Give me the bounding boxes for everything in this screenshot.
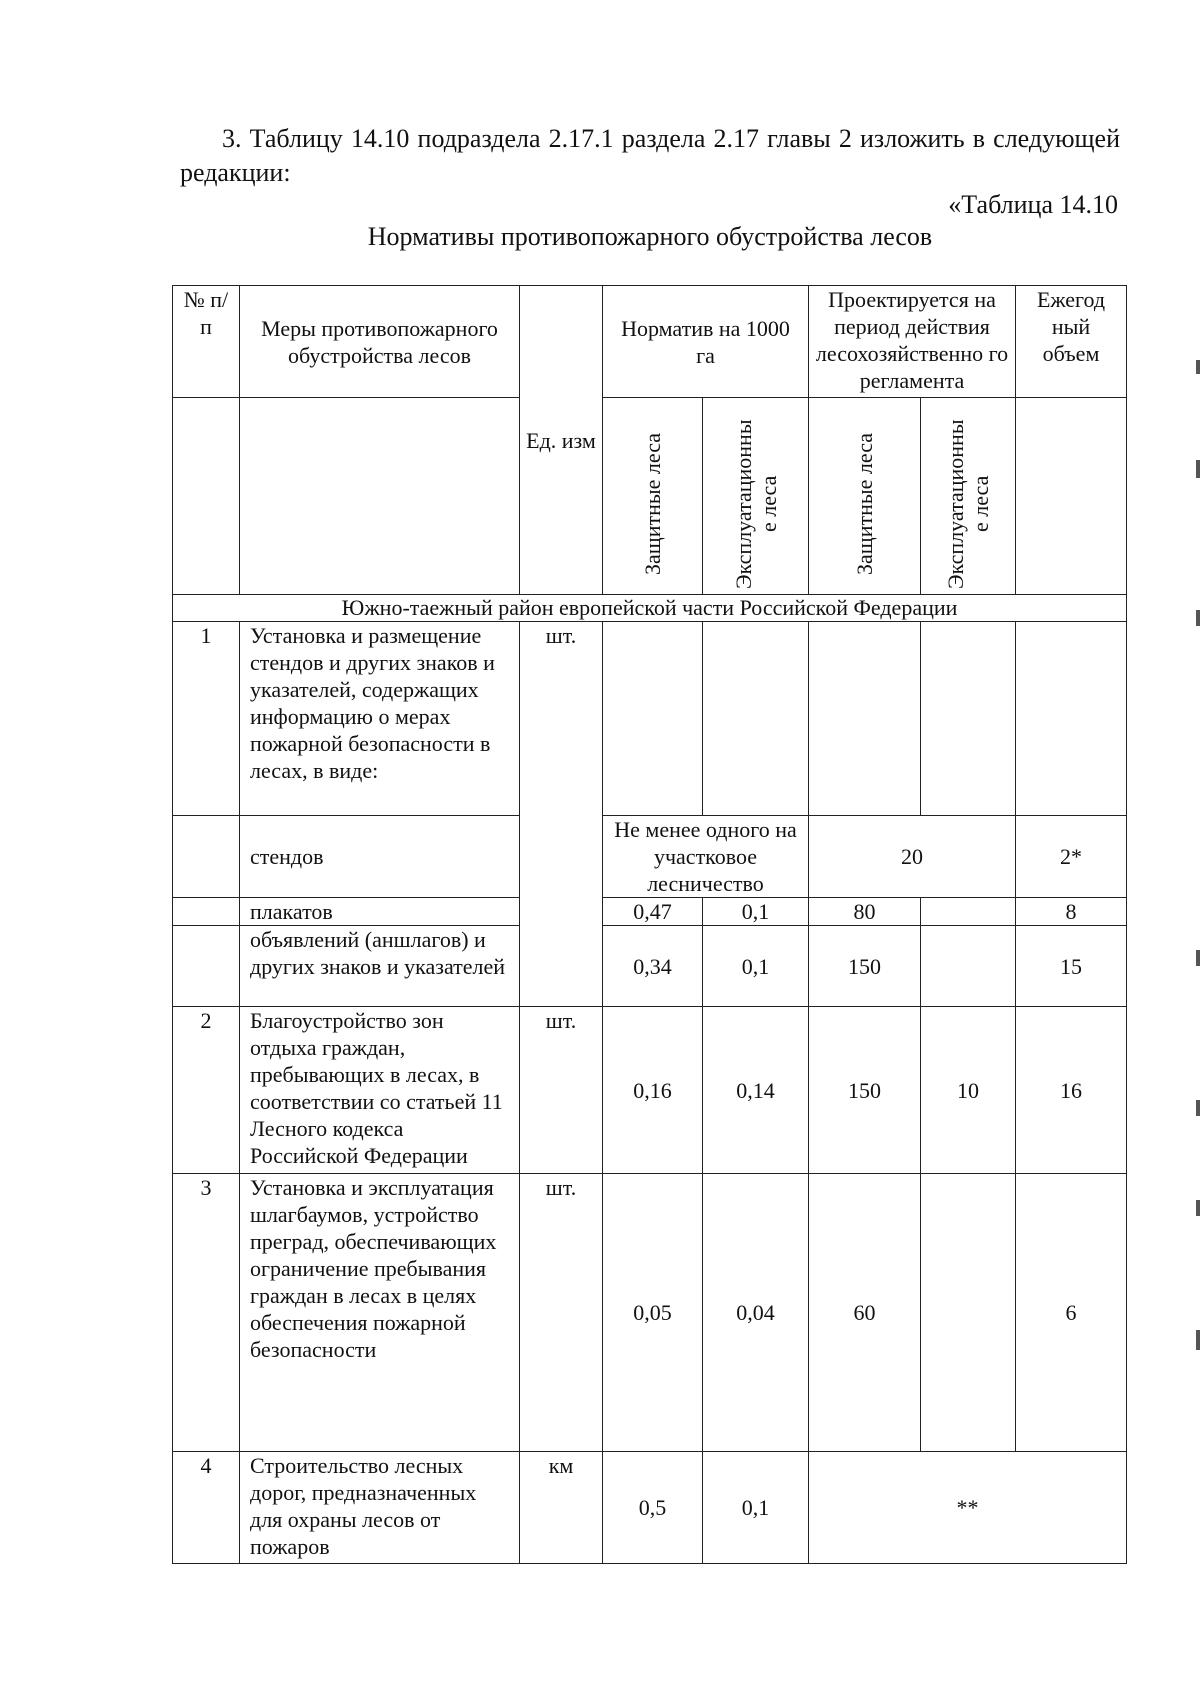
row-subtitle: стендов bbox=[240, 816, 520, 898]
table-row bbox=[173, 898, 1127, 926]
cell-norm-protective: 0,34 bbox=[603, 926, 703, 1007]
table-row bbox=[173, 1174, 1127, 1452]
scan-mark bbox=[1196, 1100, 1200, 1116]
row-num: 4 bbox=[173, 1452, 240, 1564]
table-number: «Таблица 14.10 bbox=[948, 190, 1118, 219]
row-unit: шт. bbox=[520, 1174, 603, 1452]
intro-text: 3. Таблицу 14.10 подраздела 2.17.1 раздела 2.17 главы 2 изложить в следующей редакции: bbox=[180, 124, 1120, 187]
header-norm-protective: Защитные леса bbox=[603, 398, 703, 595]
row-title: Строительство лесных дорог, предназначенных для охраны лесов от пожаров bbox=[240, 1452, 520, 1564]
intro-paragraph bbox=[180, 122, 1120, 190]
scan-mark bbox=[1196, 460, 1200, 478]
scan-mark bbox=[1196, 610, 1200, 626]
table-row bbox=[173, 926, 1127, 1007]
table-row bbox=[173, 816, 1127, 898]
cell-annual: 6 bbox=[1016, 1174, 1127, 1452]
cell-norm-protective: 0,5 bbox=[603, 1452, 703, 1564]
table-caption: Нормативы противопожарного обустройства лесов bbox=[367, 222, 933, 251]
cell-proj-operational bbox=[921, 926, 1016, 1007]
row-num: 3 bbox=[173, 1174, 240, 1452]
cell-norm-operational: 0,1 bbox=[703, 1452, 809, 1564]
header-proj-protective: Защитные леса bbox=[809, 398, 921, 595]
header-empty-num bbox=[173, 398, 240, 595]
scan-mark bbox=[1196, 1330, 1200, 1350]
cell-annual: 2* bbox=[1016, 816, 1127, 898]
row-num: 2 bbox=[173, 1007, 240, 1174]
cell-annual: 16 bbox=[1016, 1007, 1127, 1174]
header-num: № п/п bbox=[173, 286, 240, 398]
header-measures: Меры противопожарного обустройства лесов bbox=[240, 286, 520, 398]
cell-norm-protective: 0,05 bbox=[603, 1174, 703, 1452]
scan-mark bbox=[1196, 360, 1200, 374]
cell-projected: ** bbox=[809, 1452, 1127, 1564]
cell-proj-protective: 60 bbox=[809, 1174, 921, 1452]
row-subtitle: плакатов bbox=[240, 898, 520, 926]
header-row-1 bbox=[173, 286, 1127, 398]
header-proj-operational: Эксплуатационны е леса bbox=[921, 398, 1016, 595]
row-num: 1 bbox=[173, 622, 240, 816]
header-unit: Ед. изм bbox=[520, 286, 603, 595]
scan-mark bbox=[1196, 1200, 1200, 1216]
header-annual: Ежегод ный объем bbox=[1016, 286, 1127, 398]
table-row bbox=[173, 1007, 1127, 1174]
cell-norm-operational: 0,1 bbox=[703, 898, 809, 926]
cell-proj-protective: 150 bbox=[809, 926, 921, 1007]
row-subtitle: объявлений (аншлагов) и других знаков и указателей bbox=[240, 926, 520, 1007]
cell-proj-operational bbox=[921, 1174, 1016, 1452]
header-norm-operational: Эксплуатационны е леса bbox=[703, 398, 809, 595]
cell-projected: 20 bbox=[809, 816, 1016, 898]
cell-norm-operational: 0,14 bbox=[703, 1007, 809, 1174]
cell-proj-protective: 80 bbox=[809, 898, 921, 926]
header-projected: Проектируется на период действия лесохозяйственно го регламента bbox=[809, 286, 1016, 398]
row-title: Благоустройство зон отдыха граждан, пребывающих в лесах, в соответствии со статьей 11 Лесного кодекса Российской Федерации bbox=[240, 1007, 520, 1174]
row-unit: км bbox=[520, 1452, 603, 1564]
cell-norm-operational: 0,1 bbox=[703, 926, 809, 1007]
header-norm: Норматив на 1000 га bbox=[603, 286, 809, 398]
scan-mark bbox=[1196, 950, 1200, 966]
cell-norm-operational: 0,04 bbox=[703, 1174, 809, 1452]
header-empty-measures bbox=[240, 398, 520, 595]
cell-proj-operational: 10 bbox=[921, 1007, 1016, 1174]
cell-annual: 15 bbox=[1016, 926, 1127, 1007]
cell-proj-protective: 150 bbox=[809, 1007, 921, 1174]
row-unit: шт. bbox=[520, 622, 603, 1007]
region-label: Южно-таежный район европейской части Российской Федерации bbox=[173, 595, 1127, 622]
region-row bbox=[173, 595, 1127, 622]
table-row bbox=[173, 1452, 1127, 1564]
cell-norm-protective: 0,16 bbox=[603, 1007, 703, 1174]
table-row bbox=[173, 622, 1127, 816]
row-title: Установка и эксплуатация шлагбаумов, устройство преград, обеспечивающих ограничение пребывания граждан в лесах в целях обеспечения пожарной безопасности bbox=[240, 1174, 520, 1452]
header-row-2 bbox=[173, 398, 1127, 595]
row-title: Установка и размещение стендов и других знаков и указателей, содержащих информацию о мерах пожарной безопасности в лесах, в виде: bbox=[240, 622, 520, 816]
cell-annual: 8 bbox=[1016, 898, 1127, 926]
cell-norm-protective: 0,47 bbox=[603, 898, 703, 926]
header-empty-annual bbox=[1016, 398, 1127, 595]
cell-proj-operational bbox=[921, 898, 1016, 926]
norms-table bbox=[172, 285, 1127, 1564]
cell-norm: Не менее одного на участковое лесничество bbox=[603, 816, 809, 898]
row-unit: шт. bbox=[520, 1007, 603, 1174]
